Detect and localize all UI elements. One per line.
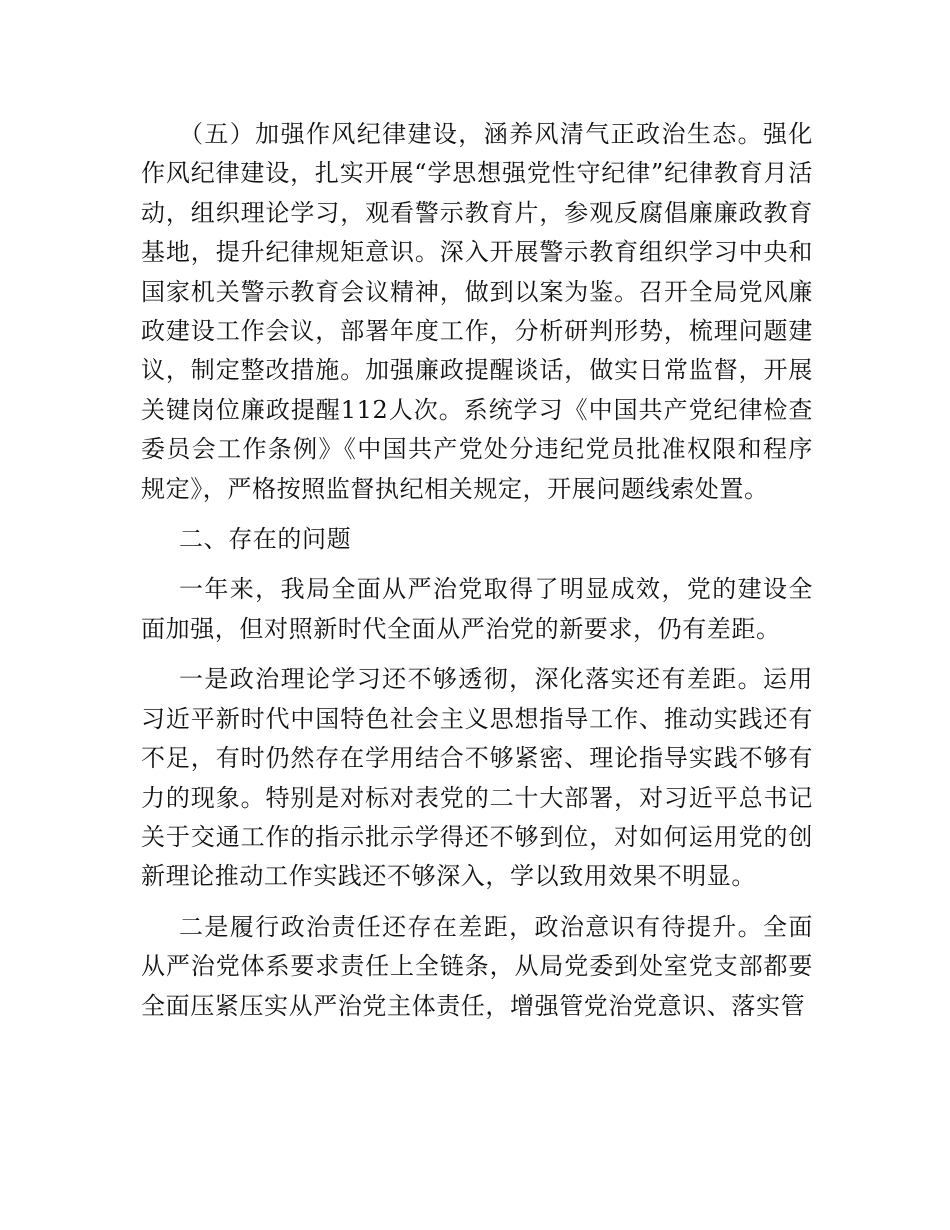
paragraph-overview: 一年来，我局全面从严治党取得了明显成效，党的建设全面加强，但对照新时代全面从严治党的新要求，仍有差距。 — [141, 575, 813, 643]
section-heading-problems: 二、存在的问题 — [179, 525, 352, 554]
paragraph-problem-one: 一是政治理论学习还不够透彻，深化落实还有差距。运用习近平新时代中国特色社会主义思想指导工作、推动实践还有不足，有时仍然存在学用结合不够紧密、理论指导实践不够有力的现象。特别是对标对表党的二十大部署，对习近平总书记关于交通工作的指示批示学得还不够到位，对如何运用党的创新理论推动工作实践还不够深入，学以致用效果不明显。 — [141, 665, 813, 891]
paragraph-problem-two: 二是履行政治责任还存在差距，政治意识有待提升。全面从严治党体系要求责任上全链条，从局党委到处室党支部都要全面压紧压实从严治党主体责任，增强管党治党意识、落实管 — [141, 912, 813, 1020]
paragraph-spacer — [141, 649, 813, 660]
paragraph-spacer — [141, 509, 813, 520]
paragraph-spacer — [141, 559, 813, 570]
document-body — [141, 115, 813, 1026]
paragraph-spacer — [141, 897, 813, 908]
paragraph-work-style-discipline: （五）加强作风纪律建设，涵养风清气正政治生态。强化作风纪律建设，扎实开展“学思想强党性守纪律”纪律教育月活动，组织理论学习，观看警示教育片，参观反腐倡廉廉政教育基地，提升纪律规矩意识。深入开展警示教育组织学习中央和国家机关警示教育会议精神，做到以案为鉴。召开全局党风廉政建设工作会议，部署年度工作，分析研判形势，梳理问题建议，制定整改措施。加强廉政提醒谈话，做实日常监督，开展关键岗位廉政提醒112人次。系统学习《中国共产党纪律检查委员会工作条例》《中国共产党处分违纪党员批准权限和程序规定》，严格按照监督执纪相关规定，开展问题线索处置。 — [141, 120, 813, 503]
